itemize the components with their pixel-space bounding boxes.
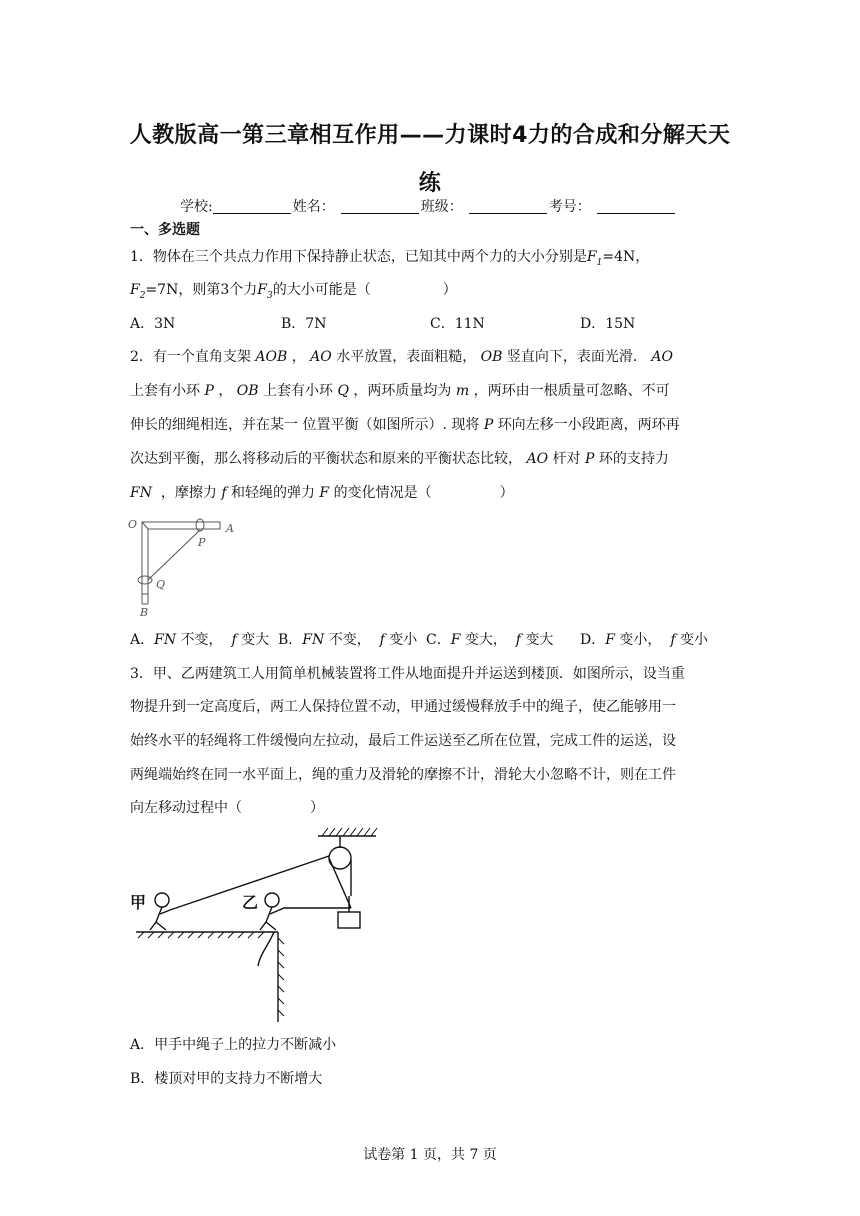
q2-line-5: FN ，摩擦力 f 和轻绳的弹力 F 的变化情况是（ ）	[130, 485, 514, 501]
school-label: 学校:	[180, 199, 213, 215]
name-blank[interactable]	[341, 199, 419, 214]
fig-label-p: P	[198, 536, 206, 549]
title-line-2: 练	[418, 171, 442, 196]
q2-option-b[interactable]: B．FN 不变， f 变小	[278, 632, 418, 648]
q3-option-b[interactable]: B．楼顶对甲的支持力不断增大	[130, 1071, 323, 1087]
student-info	[180, 196, 677, 216]
q1-option-b[interactable]: B．7N	[281, 316, 327, 332]
exam-no-blank[interactable]	[597, 199, 675, 214]
section-heading: 一、多选题	[130, 222, 200, 238]
fig-label-yi: 乙	[242, 893, 259, 912]
q3-line-5: 向左移动过程中（ ）	[130, 800, 324, 816]
exam-no-label: 考号：	[548, 199, 591, 215]
class-blank[interactable]	[469, 199, 547, 214]
fig-label-jia: 甲	[130, 893, 147, 912]
fig-label-a: A	[226, 522, 234, 535]
name-label: 姓名：	[292, 199, 335, 215]
q2-option-d[interactable]: D．F 变小， f 变小	[580, 632, 708, 648]
q2-figure-bracket	[120, 512, 250, 617]
page-title	[120, 112, 740, 208]
q2-line-4: 次达到平衡，那么将移动后的平衡状态和原来的平衡状态比较， AO 杆对 P 环的支持力	[130, 451, 669, 467]
class-label: 班级：	[420, 199, 463, 215]
q2-option-a[interactable]: A．FN 不变， f 变大	[130, 632, 270, 648]
q1-line-2: $F_2=7N$，则第3个力$F_3$的大小可能是（ ）	[130, 282, 457, 301]
q3-line-4: 两绳端始终在同一水平面上，绳的重力及滑轮的摩擦不计，滑轮大小忽略不计，则在工件	[130, 767, 676, 783]
q1-option-a[interactable]: A．3N	[130, 316, 176, 332]
fig-label-o: O	[128, 518, 138, 531]
title-line-1: 人教版高一第三章相互作用——力课时4力的合成和分解天天	[129, 123, 731, 148]
page-footer: 试卷第 1 页，共 7 页	[363, 1147, 497, 1163]
fig-label-b: B	[140, 606, 149, 619]
q3-option-a[interactable]: A．甲手中绳子上的拉力不断减小	[130, 1037, 337, 1053]
q3-line-2: 物提升到一定高度后，两工人保持位置不动，甲通过缓慢释放手中的绳子，使乙能够用一	[130, 699, 676, 715]
fig-label-q: Q	[156, 578, 166, 591]
q1-line-1: 1．物体在三个共点力作用下保持静止状态，已知其中两个力的大小分别是$F_1=4N$，	[130, 249, 650, 268]
q3-figure-pulley	[128, 826, 388, 1026]
q3-line-3: 始终水平的轻绳将工件缓慢向左拉动，最后工件运送至乙所在位置，完成工件的运送，设	[130, 733, 676, 749]
q2-line-2: 上套有小环 P ， OB 上套有小环 Q ，两环质量均为 m ，两环由一根质量可忽略、不可	[130, 383, 670, 399]
school-blank[interactable]	[213, 199, 291, 214]
q3-line-1: 3．甲、乙两建筑工人用简单机械装置将工件从地面提升并运送到楼顶．如图所示，设当重	[130, 666, 685, 682]
q1-option-d[interactable]: D．15N	[580, 316, 636, 332]
q2-line-1: 2．有一个直角支架 AOB ， AO 水平放置，表面粗糙， OB 竖直向下，表面光滑． AO	[130, 349, 673, 365]
q2-option-c[interactable]: C．F 变大， f 变大	[426, 632, 554, 648]
q2-line-3: 伸长的细绳相连，并在某一 位置平衡（如图所示）. 现将 P 环向左移一小段距离，两环再	[130, 417, 680, 433]
q1-option-c[interactable]: C．11N	[430, 316, 485, 332]
